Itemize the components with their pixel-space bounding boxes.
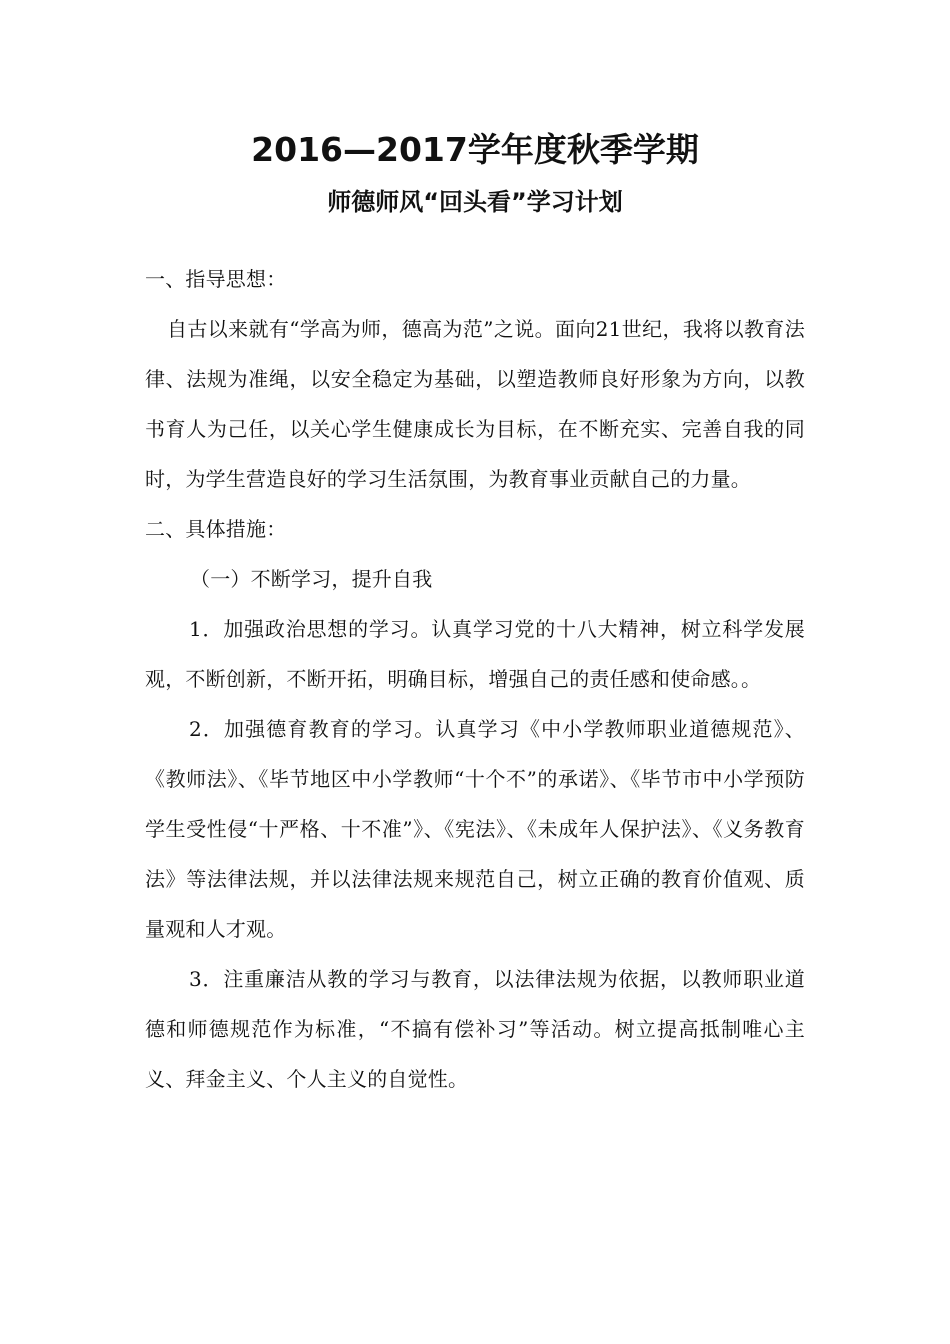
document-subtitle: 师德师风“回头看”学习计划 xyxy=(327,188,623,216)
document-title: 2016—2017学年度秋季学期 xyxy=(251,130,699,169)
section-heading-guiding-thought: 一、指导思想： xyxy=(145,267,287,291)
measure-item-1: 1．加强政治思想的学习。认真学习党的十八大精神，树立科学发展观，不断创新，不断开拓，明确目标，增强自己的责任感和使命感。。 xyxy=(145,617,805,691)
subsection-heading-learning: （一）不断学习，提升自我 xyxy=(190,567,433,591)
measure-item-2: 2．加强德育教育的学习。认真学习《中小学教师职业道德规范》、《教师法》、《毕节地区中小学教师“十个不”的承诺》、《毕节市中小学预防学生受性侵“十严格、十不准”》、《宪法》、《未成年人保护法》、《义务教育法》等法律法规，并以法律法规来规范自己，树立正确的教育价值观、质量观和人才观。 xyxy=(145,717,805,941)
measure-item-3: 3．注重廉洁从教的学习与教育，以法律法规为依据，以教师职业道德和师德规范作为标准，“不搞有偿补习”等活动。树立提高抵制唯心主义、拜金主义、个人主义的自觉性。 xyxy=(145,967,805,1091)
section-heading-measures: 二、具体措施： xyxy=(145,517,287,541)
guiding-thought-paragraph: 自古以来就有“学高为师，德高为范”之说。面向21世纪，我将以教育法律、法规为准绳，以安全稳定为基础，以塑造教师良好形象为方向，以教书育人为己任，以关心学生健康成长为目标，在不断充实、完善自我的同时，为学生营造良好的学习生活氛围，为教育事业贡献自己的力量。 xyxy=(145,317,805,491)
document-body xyxy=(145,254,805,1104)
